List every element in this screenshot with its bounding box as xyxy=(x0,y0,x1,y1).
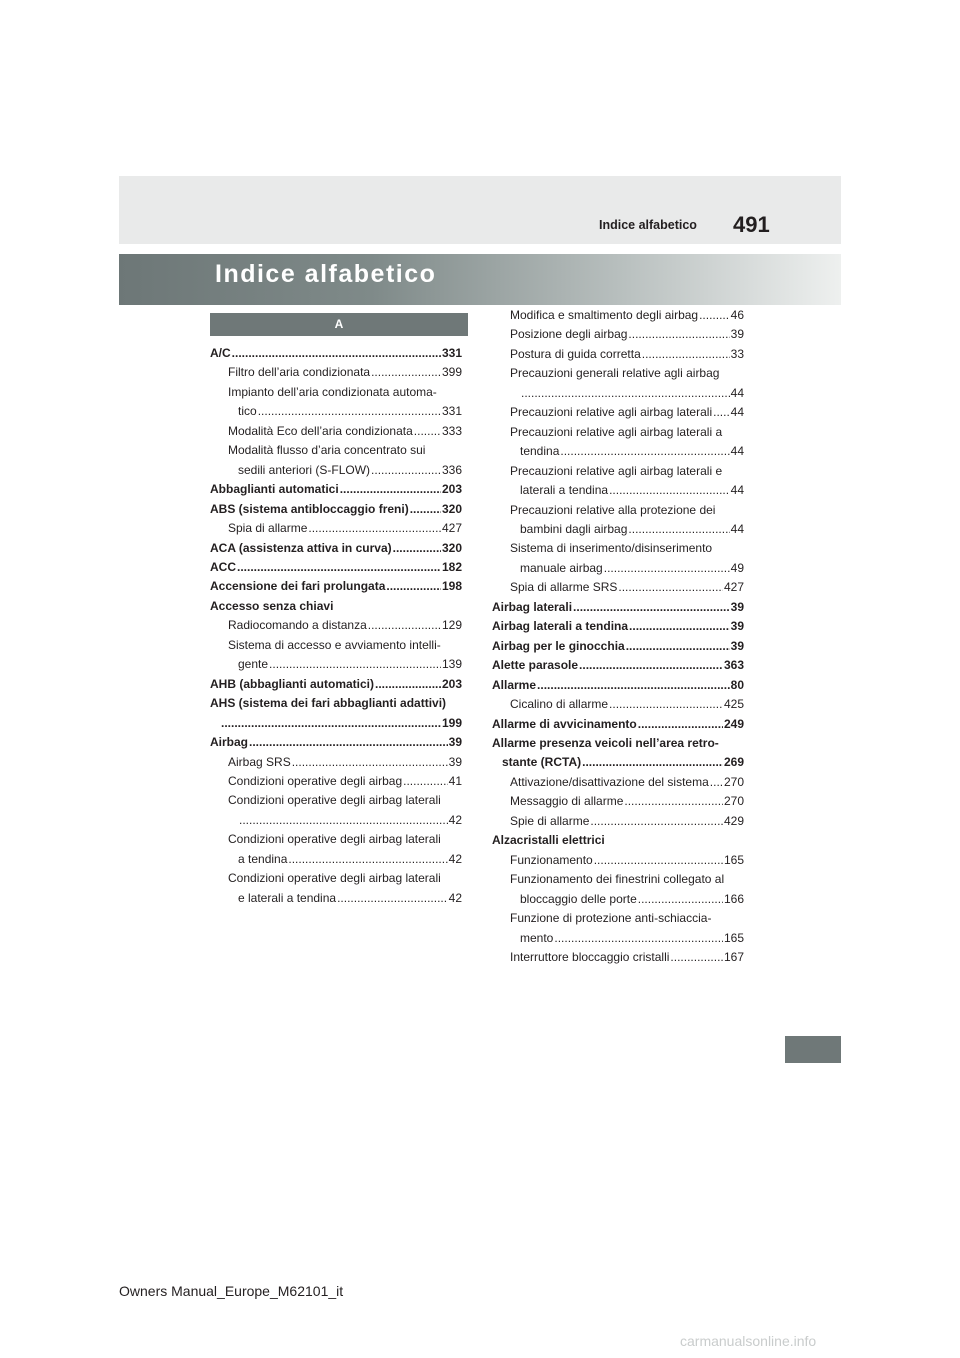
page-ref: 167 xyxy=(723,949,744,964)
index-term: sedili anteriori (S-FLOW) xyxy=(238,462,371,477)
index-entry xyxy=(492,734,744,773)
dot-leader xyxy=(581,753,723,772)
page-ref: 39 xyxy=(730,599,744,614)
dot-leader xyxy=(625,637,730,656)
index-subentry xyxy=(492,539,744,578)
index-term: Condizioni operative degli airbag laterali xyxy=(228,871,441,886)
letter-heading: A xyxy=(210,313,468,336)
page-ref: 44 xyxy=(730,444,744,459)
page-ref: 199 xyxy=(441,715,462,730)
index-entry xyxy=(492,637,744,656)
page-ref: 44 xyxy=(730,521,744,536)
index-term: Abbaglianti automatici xyxy=(210,482,339,497)
dot-leader xyxy=(641,345,730,364)
page-ref: 203 xyxy=(441,482,462,497)
dot-leader xyxy=(392,539,441,558)
index-entry xyxy=(210,480,462,499)
page-ref: 44 xyxy=(730,483,744,498)
dot-leader xyxy=(593,851,723,870)
page-ref: 39 xyxy=(448,735,462,750)
index-subentry xyxy=(210,519,462,538)
index-entry xyxy=(210,500,462,519)
page-ref: 320 xyxy=(441,501,462,516)
index-term: Condizioni operative degli airbag laterali xyxy=(228,793,441,808)
index-term: Interruttore bloccaggio cristalli xyxy=(510,949,670,964)
dot-leader xyxy=(236,558,441,577)
index-term: Sistema di accesso e avviamento intelli- xyxy=(228,637,441,652)
index-subentry xyxy=(210,616,462,635)
page-ref: 129 xyxy=(441,618,462,633)
index-term: Cicalino di allarme xyxy=(510,697,609,712)
index-term: laterali a tendina xyxy=(520,483,609,498)
index-subentry xyxy=(492,812,744,831)
index-subentry xyxy=(492,325,744,344)
page-ref: 336 xyxy=(441,462,462,477)
index-entry xyxy=(210,597,462,616)
index-term: A/C xyxy=(210,346,231,360)
page-title: Indice alfabetico xyxy=(215,260,437,288)
index-term: Modifica e smaltimento degli airbag xyxy=(510,308,699,322)
page-number: 491 xyxy=(733,212,770,237)
index-term: Funzione di protezione anti-schiaccia- xyxy=(510,911,712,926)
index-term: Radiocomando a distanza xyxy=(228,618,367,633)
dot-leader xyxy=(628,617,730,636)
page-ref: 269 xyxy=(723,755,744,770)
index-subentry xyxy=(210,830,462,869)
dot-leader xyxy=(374,675,441,694)
page-ref: 425 xyxy=(723,697,744,712)
index-term: AHS (sistema dei fari abbaglianti adattivi) xyxy=(210,696,447,711)
index-subentry xyxy=(492,948,744,967)
index-term: mento xyxy=(520,930,554,945)
index-column-right xyxy=(492,306,744,967)
index-term: a tendina xyxy=(238,851,288,866)
index-term: Attivazione/disattivazione del sistema xyxy=(510,774,709,789)
index-term: Accesso senza chiavi xyxy=(210,598,334,613)
index-term: Airbag xyxy=(210,735,249,750)
index-term: Accensione dei fari prolungata xyxy=(210,579,386,594)
index-term: Allarme xyxy=(492,677,537,692)
page-ref: 165 xyxy=(723,930,744,945)
dot-leader xyxy=(608,481,730,500)
page-ref: 41 xyxy=(448,773,462,788)
index-subentry xyxy=(492,501,744,540)
index-title-bar xyxy=(119,254,841,305)
index-term: bambini dagli airbag xyxy=(520,521,628,536)
page-ref: 44 xyxy=(730,385,744,400)
index-subentry xyxy=(492,423,744,462)
dot-leader xyxy=(268,655,441,674)
page-ref: 399 xyxy=(441,365,462,380)
index-term: Spia di allarme xyxy=(228,521,308,536)
dot-leader xyxy=(572,598,730,617)
dot-leader xyxy=(589,812,723,831)
dot-leader xyxy=(248,733,448,752)
index-subentry xyxy=(210,383,462,422)
index-term: Funzionamento xyxy=(510,852,593,867)
dot-leader xyxy=(559,442,729,461)
dot-leader xyxy=(553,929,723,948)
index-term: Posizione degli airbag xyxy=(510,327,628,342)
index-column-left xyxy=(210,344,462,908)
index-subentry xyxy=(210,869,462,908)
index-term: Condizioni operative degli airbag xyxy=(228,773,403,788)
dot-leader xyxy=(623,792,723,811)
index-entry xyxy=(492,715,744,734)
index-term: Spie di allarme xyxy=(510,813,590,828)
dot-leader xyxy=(520,384,730,403)
page-ref: 198 xyxy=(441,579,462,594)
index-subentry xyxy=(492,792,744,811)
index-entry xyxy=(210,675,462,694)
dot-leader xyxy=(698,306,730,325)
dot-leader xyxy=(287,850,447,869)
dot-leader xyxy=(669,948,723,967)
index-term: Modalità flusso d’aria concentrato sui xyxy=(228,443,426,458)
dot-leader xyxy=(402,772,448,791)
dot-leader xyxy=(339,480,441,499)
index-term: tendina xyxy=(520,444,560,459)
index-term: Impianto dell’aria condizionata automa- xyxy=(228,384,437,399)
page-ref: 427 xyxy=(441,521,462,536)
page-ref: 331 xyxy=(441,404,462,419)
dot-leader xyxy=(307,519,441,538)
dot-leader xyxy=(367,616,441,635)
index-subentry xyxy=(492,773,744,792)
dot-leader xyxy=(409,500,441,519)
index-term: manuale airbag xyxy=(520,560,603,575)
index-subentry xyxy=(210,753,462,772)
dot-leader xyxy=(578,656,723,675)
watermark: carmanualsonline.info xyxy=(680,1333,817,1349)
page-ref: 39 xyxy=(730,619,744,634)
index-entry xyxy=(492,617,744,636)
dot-leader xyxy=(385,577,441,596)
index-subentry xyxy=(210,363,462,382)
page-ref: 80 xyxy=(730,677,744,692)
page-ref: 333 xyxy=(441,423,462,438)
page-ref: 429 xyxy=(723,813,744,828)
running-header-title: Indice alfabetico xyxy=(599,218,697,232)
index-entry xyxy=(210,539,462,558)
page-ref: 182 xyxy=(441,559,462,574)
index-term: Precauzioni relative agli airbag laterali e xyxy=(510,463,723,478)
index-entry xyxy=(210,344,462,363)
dot-leader xyxy=(536,676,730,695)
page-ref: 165 xyxy=(723,852,744,867)
page-ref: 249 xyxy=(723,716,744,731)
dot-leader xyxy=(709,773,723,792)
page-ref: 39 xyxy=(730,638,744,653)
footer-manual-id: Owners Manual_Europe_M62101_it xyxy=(119,1283,344,1299)
dot-leader xyxy=(627,325,729,344)
index-entry xyxy=(492,598,744,617)
index-term: ABS (sistema antibloccaggio freni) xyxy=(210,501,409,516)
index-term: ACC xyxy=(210,559,236,574)
page-ref: 363 xyxy=(723,658,744,673)
dot-leader xyxy=(603,559,730,578)
index-entry xyxy=(210,558,462,577)
index-term: Precauzioni relative alla protezione dei xyxy=(510,502,716,517)
index-term: Precauzioni generali relative agli airbag xyxy=(510,366,720,381)
index-subentry xyxy=(492,306,744,325)
index-subentry xyxy=(210,422,462,441)
index-subentry xyxy=(492,364,744,403)
chapter-thumb-tab xyxy=(785,1036,841,1063)
index-entry xyxy=(210,733,462,752)
index-term: Messaggio di allarme xyxy=(510,794,624,809)
page-ref: 46 xyxy=(730,308,744,322)
index-term: Airbag per le ginocchia xyxy=(492,638,625,653)
index-term: Filtro dell’aria condizionata xyxy=(228,365,371,380)
page-ref: 270 xyxy=(723,794,744,809)
index-term: tico xyxy=(238,404,257,419)
dot-leader xyxy=(336,889,448,908)
index-subentry xyxy=(210,772,462,791)
dot-leader xyxy=(608,695,723,714)
index-term: gente xyxy=(238,657,269,672)
index-term: Alzacristalli elettrici xyxy=(492,833,605,848)
index-term: AHB (abbaglianti automatici) xyxy=(210,676,375,691)
dot-leader xyxy=(413,422,441,441)
index-term: Condizioni operative degli airbag laterali xyxy=(228,832,441,847)
index-subentry xyxy=(210,636,462,675)
index-subentry xyxy=(492,462,744,501)
index-subentry xyxy=(492,870,744,909)
index-term: Airbag SRS xyxy=(228,754,291,769)
index-term: Alette parasole xyxy=(492,658,579,673)
dot-leader xyxy=(637,715,723,734)
dot-leader xyxy=(231,344,441,363)
dot-leader xyxy=(291,753,448,772)
page-ref: 270 xyxy=(723,774,744,789)
index-subentry xyxy=(210,791,462,830)
dot-leader xyxy=(370,363,441,382)
index-subentry xyxy=(492,345,744,364)
dot-leader xyxy=(370,461,441,480)
page-ref: 42 xyxy=(448,851,462,866)
index-term: stante (RCTA) xyxy=(502,755,582,770)
index-term: ACA (assistenza attiva in curva) xyxy=(210,540,392,555)
index-subentry xyxy=(492,695,744,714)
index-entry xyxy=(492,656,744,675)
dot-leader xyxy=(220,714,441,733)
page-ref: 331 xyxy=(441,346,462,360)
page-ref: 427 xyxy=(723,580,744,595)
page-ref: 42 xyxy=(448,890,462,905)
page-ref: 320 xyxy=(441,540,462,555)
index-term: Airbag laterali xyxy=(492,599,573,614)
index-term: Spia di allarme SRS xyxy=(510,580,618,595)
page-ref: 203 xyxy=(441,676,462,691)
index-term: Funzionamento dei finestrini collegato al xyxy=(510,872,725,887)
index-subentry xyxy=(210,441,462,480)
index-subentry xyxy=(492,851,744,870)
dot-leader xyxy=(627,520,729,539)
index-term: bloccaggio delle porte xyxy=(520,891,637,906)
index-subentry xyxy=(492,909,744,948)
index-entry xyxy=(492,676,744,695)
index-term: Airbag laterali a tendina xyxy=(492,619,629,634)
page-ref: 49 xyxy=(730,560,744,575)
index-term: Precauzioni relative agli airbag laterali xyxy=(510,405,713,420)
page-ref: 33 xyxy=(730,346,744,361)
index-term: Allarme di avvicinamento xyxy=(492,716,637,731)
index-term: e laterali a tendina xyxy=(238,890,337,905)
index-term: Sistema di inserimento/disinserimento xyxy=(510,541,713,556)
index-entry xyxy=(492,831,744,850)
index-subentry xyxy=(492,578,744,597)
dot-leader xyxy=(238,811,448,830)
index-term: Allarme presenza veicoli nell’area retro- xyxy=(492,735,719,750)
page-ref: 166 xyxy=(723,891,744,906)
index-term: Postura di guida corretta xyxy=(510,346,641,361)
dot-leader xyxy=(257,402,441,421)
index-entry xyxy=(210,694,462,733)
page-ref: 39 xyxy=(730,327,744,342)
index-term: Precauzioni relative agli airbag laterali a xyxy=(510,424,723,439)
page-ref: 39 xyxy=(448,754,462,769)
index-entry xyxy=(210,577,462,596)
index-subentry xyxy=(492,403,744,422)
index-term: Modalità Eco dell’aria condizionata xyxy=(228,423,413,438)
page-ref: 139 xyxy=(441,657,462,672)
page-ref: 44 xyxy=(730,405,744,420)
page-ref: 42 xyxy=(448,812,462,827)
dot-leader xyxy=(712,403,730,422)
dot-leader xyxy=(617,578,723,597)
dot-leader xyxy=(637,890,723,909)
